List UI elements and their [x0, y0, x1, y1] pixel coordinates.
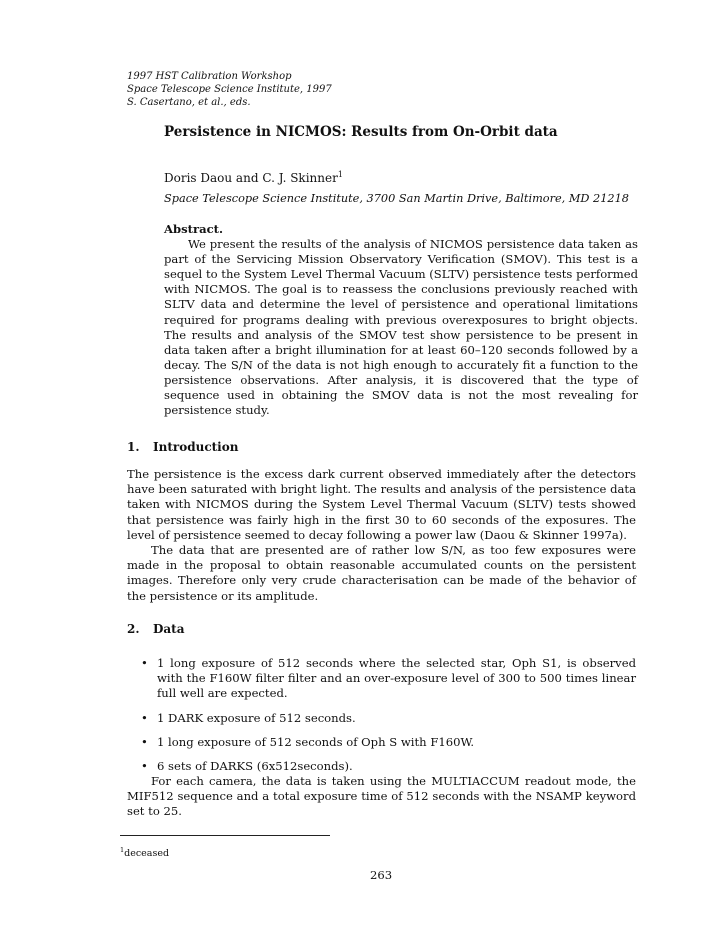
- paper-title: Persistence in NICMOS: Results from On-Orbit data: [164, 124, 558, 140]
- section-number: 2.: [127, 622, 140, 636]
- abstract-heading: Abstract.: [164, 222, 224, 236]
- section-heading-data: [127, 622, 185, 636]
- affiliation: Space Telescope Science Institute, 3700 San Martin Drive, Baltimore, MD 21218: [164, 192, 629, 205]
- header-line-3: S. Casertano, et al., eds.: [127, 97, 251, 108]
- bullet-icon: •: [141, 759, 148, 774]
- footnote-text: deceased: [124, 848, 170, 860]
- section-title: Introduction: [153, 440, 239, 454]
- bullet-icon: •: [141, 734, 148, 749]
- list-item: [127, 759, 636, 774]
- list-item: [127, 711, 636, 726]
- author-footnote-mark: 1: [337, 170, 343, 179]
- list-item: [127, 735, 636, 750]
- header-line-2: Space Telescope Science Institute, 1997: [127, 84, 332, 95]
- list-item-text: 1 long exposure of 512 seconds of Oph S with F160W.: [157, 734, 475, 749]
- paragraph: The data that are presented are of rather low S/N, as too few exposures were made in the proposal to obtain reasonable accumulated counts on the persistent images. Therefore only very crude characterisation can be made of the behavior of the persistence or its amplitude.: [127, 543, 636, 603]
- list-item-text: 6 sets of DARKS (6x512seconds).: [157, 759, 353, 774]
- paragraph: For each camera, the data is taken using the MULTIACCUM readout mode, the MIF512 sequence and a total exposure time of 512 seconds with the NSAMP keyword set to 25.: [127, 774, 636, 819]
- header-line-1: 1997 HST Calibration Workshop: [127, 71, 292, 82]
- bullet-icon: •: [141, 656, 148, 670]
- section-heading-introduction: [127, 440, 238, 454]
- authors: Doris Daou and C. J. Skinner: [164, 171, 338, 185]
- introduction-body: [127, 467, 636, 604]
- list-item-text: 1 DARK exposure of 512 seconds.: [157, 710, 356, 725]
- footnote-mark: 1: [120, 846, 125, 854]
- data-bullet-list: [127, 656, 636, 783]
- page-number: 263: [370, 868, 393, 882]
- footnote: [120, 846, 169, 859]
- conference-header: [127, 70, 332, 109]
- abstract: [164, 222, 638, 418]
- data-body: [127, 774, 636, 820]
- abstract-text: We present the results of the analysis of NICMOS persistence data taken as part of the Servicing Mission Observatory Verification (SMOV). This test is a sequel to the System Level Thermal Vacuum (SLTV) persistence tests performed with NICMOS. The goal is to reassess the conclusions previously reached with SLTV data and determine the level of persistence and operational limitations required for programs dealing with previous overexposures to bright objects. The results and analysis of the SMOV test show persistence to be present in data taken after a bright illumination for at least 60–120 seconds followed by a decay. The S/N of the data is not high enough to accurately fit a function to the persistence observations. After analysis, it is discovered that the type of sequence used in obtaining the SMOV data is not the most revealing for persistence study.: [164, 237, 638, 418]
- section-title: Data: [153, 622, 185, 636]
- list-item-text: 1 long exposure of 512 seconds where the selected star, Oph S1, is observed with the F160W filter filter and an over-exposure level of 300 to 500 times linear full well are expected.: [157, 656, 636, 701]
- paragraph: The persistence is the excess dark current observed immediately after the detectors have been saturated with bright light. The results and analysis of the persistence data taken with NICMOS during the System Level Thermal Vacuum (SLTV) tests showed that persistence was fairly high in the first 30 to 60 seconds of the exposures. The level of persistence seemed to decay following a power law (Daou & Skinner 1997a).: [127, 467, 636, 542]
- footnote-divider: [120, 835, 330, 836]
- section-number: 1.: [127, 440, 140, 454]
- bullet-icon: •: [141, 710, 148, 725]
- list-item: [127, 656, 636, 702]
- author-line: [164, 170, 343, 185]
